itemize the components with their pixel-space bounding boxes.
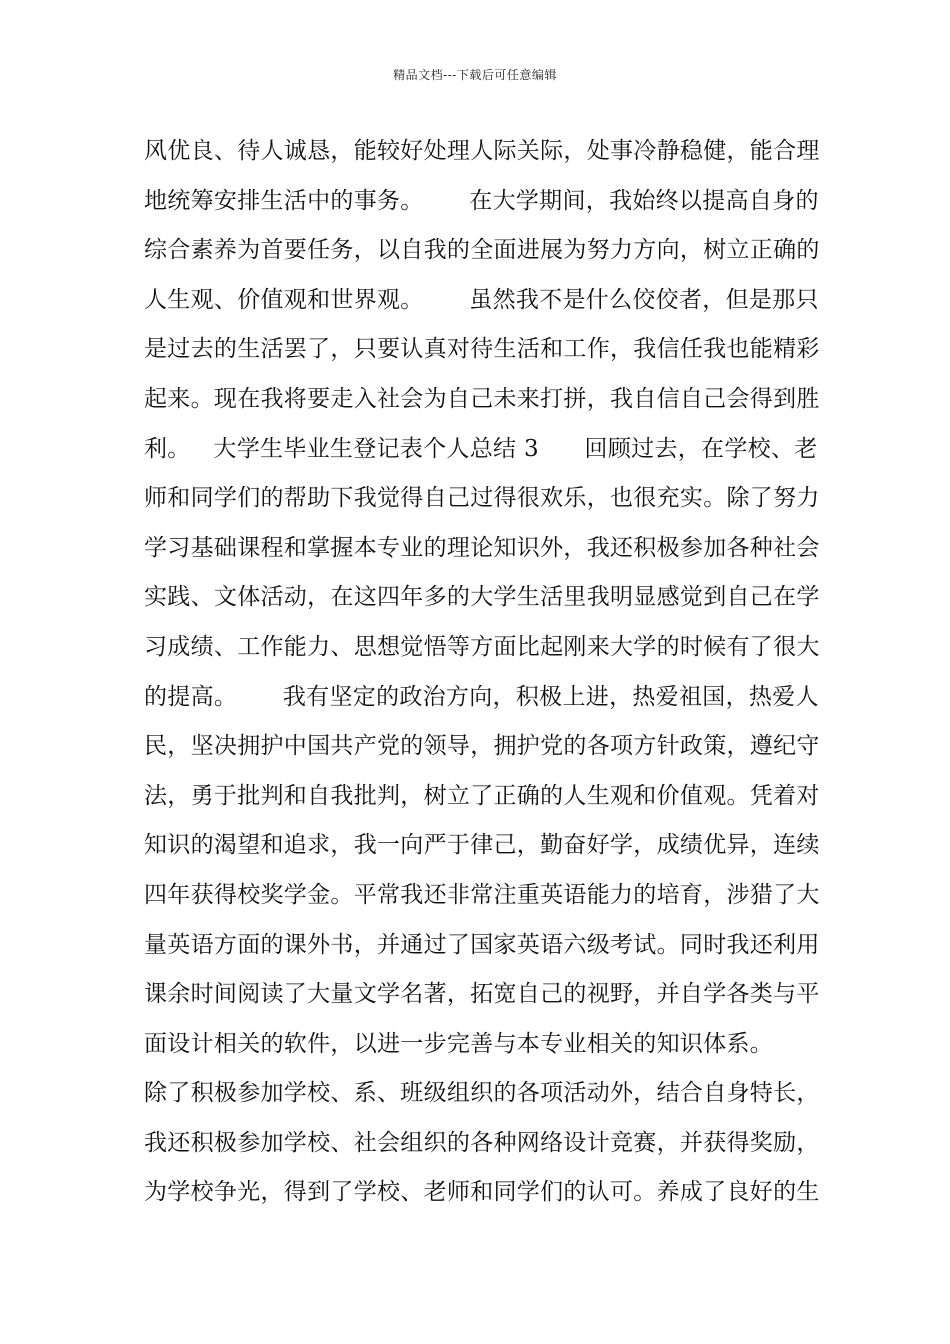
text-line: 综合素养为首要任务，以自我的全面进展为努力方向，树立正确的 [144,237,820,264]
text-line: 四年获得校奖学金。平常我还非常注重英语能力的培育，涉猎了大 [144,881,820,908]
text-line: 的提高。 我有坚定的政治方向，积极上进，热爱祖国，热爱人 [144,683,819,710]
text-line: 量英语方面的课外书，并通过了国家英语六级考试。同时我还利用 [144,931,820,958]
text-line: 课余时间阅读了大量文学名著，拓宽自己的视野，并自学各类与平 [144,981,820,1008]
text-line: 为学校争光，得到了学校、老师和同学们的认可。养成了良好的生 [144,1179,820,1206]
text-line: 法，勇于批判和自我批判，树立了正确的人生观和价值观。凭着对 [144,782,820,809]
text-line: 是过去的生活罢了，只要认真对待生活和工作，我信任我也能精彩 [144,336,820,363]
text-line: 风优良、待人诚恳，能较好处理人际关际，处事冷静稳健，能合理 [144,138,820,164]
text-line: 面设计相关的软件，以进一步完善与本专业相关的知识体系。 [144,1030,774,1057]
body-text [144,127,820,1218]
text-line: 地统筹安排生活中的事务。 在大学期间，我始终以提高自身的 [144,187,819,214]
text-line: 习成绩、工作能力、思想觉悟等方面比起刚来大学的时候有了很大 [144,633,820,660]
text-line: 学习基础课程和掌握本专业的理论知识外，我还积极参加各种社会 [144,534,820,561]
text-line: 利。 大学生毕业生登记表个人总结 3 回顾过去，在学校、老 [144,435,818,462]
text-line: 除了积极参加学校、系、班级组织的各项活动外，结合自身特长， [144,1080,820,1107]
text-line: 起来。现在我将要走入社会为自己未来打拼，我自信自己会得到胜 [144,385,820,412]
text-line: 我还积极参加学校、社会组织的各种网络设计竞赛，并获得奖励， [144,1129,820,1156]
text-line: 实践、文体活动，在这四年多的大学生活里我明显感觉到自己在学 [144,584,820,611]
text-line: 人生观、价值观和世界观。 虽然我不是什么佼佼者，但是那只 [144,286,819,313]
text-line: 师和同学们的帮助下我觉得自己过得很欢乐，也很充实。除了努力 [144,485,820,512]
text-line: 知识的渴望和追求，我一向严于律己，勤奋好学，成绩优异，连续 [144,832,820,859]
page-header: 精品文档---下载后可任意编辑 [393,68,557,82]
text-line: 民，坚决拥护中国共产党的领导，拥护党的各项方针政策，遵纪守 [144,733,820,760]
